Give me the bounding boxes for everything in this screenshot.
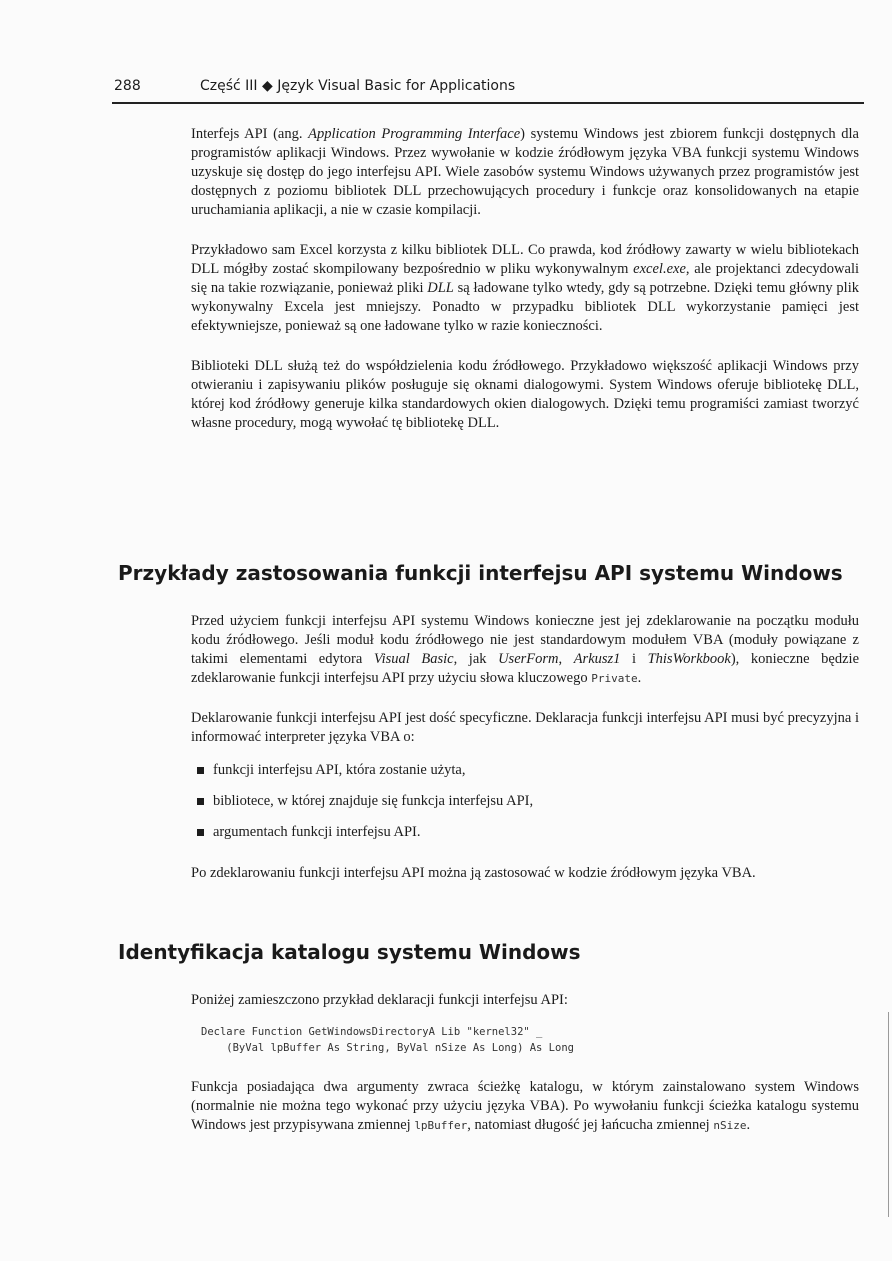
- code-block: [201, 1024, 859, 1056]
- list-item: funkcji interfejsu API, która zostanie użyta,: [191, 761, 859, 780]
- code-line: (ByVal lpBuffer As String, ByVal nSize As Long) As Long: [201, 1042, 574, 1054]
- list-item: bibliotece, w której znajduje się funkcja interfejsu API,: [191, 792, 859, 811]
- intro-paragraph-3: Biblioteki DLL służą też do współdzielenia kodu źródłowego. Przykładowo większość aplikacji Windows przy otwieraniu i zapisywaniu plików posługuje się oknami dialogowymi. System Windows oferuje bibliotekę DLL, której kod źródłowy generuje kilka standardowych okien dialogowych. Dzięki temu programiści zamiast tworzyć własne procedury, mogą wywołać tę bibliotekę DLL.: [191, 358, 859, 431]
- windows-directory-section: [191, 991, 859, 1156]
- api-examples-paragraph-1: Przed użyciem funkcji interfejsu API systemu Windows konieczne jest jej zdeklarowanie na początku modułu kodu źródłowego. Jeśli moduł kodu źródłowego nie jest standardowym modułem VBA (moduły powiązane z takimi elementami edytora Visual Basic, jak UserForm, Arkusz1 i ThisWorkbook), konieczne będzie zdeklarowanie funkcji interfejsu API przy użyciu słowa kluczowego Private.: [191, 613, 860, 686]
- section-heading-windows-directory: Identyfikacja katalogu systemu Windows: [118, 940, 581, 964]
- declaration-requirements-list: [191, 761, 859, 842]
- section-heading-api-examples: Przykłady zastosowania funkcji interfejsu API systemu Windows: [118, 561, 843, 585]
- page-header: [112, 76, 864, 104]
- intro-paragraph-2: Przykładowo sam Excel korzysta z kilku bibliotek DLL. Co prawda, kod źródłowy zawarty w wielu bibliotekach DLL mógłby zostać skompilowany bezpośrednio w pliku wykonywalnym excel.exe, ale projektanci zdecydowali się na takie rozwiązanie, ponieważ pliki DLL są ładowane tylko wtedy, gdy są potrzebne. Dzięki temu główny plik wykonywalny Excela jest mniejszy. Ponadto w przypadku bibliotek DLL wykorzystanie pamięci jest efektywniejsze, ponieważ są one ładowane tylko w razie konieczności.: [191, 242, 859, 334]
- bullet-square-icon: [197, 829, 204, 836]
- page-number: 288: [114, 78, 141, 94]
- list-item: argumentach funkcji interfejsu API.: [191, 823, 859, 842]
- intro-paragraph-1: Interfejs API (ang. Application Programming Interface) systemu Windows jest zbiorem funkcji dostępnych dla programistów aplikacji Windows. Przez wywołanie w kodzie źródłowym języka VBA funkcji systemu Windows uzyskuje się dostęp do jego interfejsu API. Wiele zasobów systemu Windows używanych przez programistów jest dostępnych z poziomu bibliotek DLL przechowujących procedury i funkcje oraz konsolidowanych na etapie uruchamiania aplikacji, a nie w czasie kompilacji.: [191, 126, 859, 218]
- bullet-square-icon: [197, 767, 204, 774]
- running-title: Część III ◆ Język Visual Basic for Applications: [200, 78, 516, 94]
- windows-directory-paragraph-1: Poniżej zamieszczono przykład deklaracji funkcji interfejsu API:: [191, 992, 568, 1008]
- windows-directory-paragraph-2: Funkcja posiadająca dwa argumenty zwraca ścieżkę katalogu, w którym zainstalowano system Windows (normalnie nie można tego wykonać przy użyciu języka VBA). Po wywołaniu funkcji ścieżka katalogu systemu Windows jest przypisywana zmiennej lpBuffer, natomiast długość jej łańcucha zmiennej nSize.: [191, 1079, 859, 1133]
- intro-section: [191, 125, 859, 454]
- bullet-square-icon: [197, 798, 204, 805]
- api-examples-section: [191, 612, 859, 904]
- api-examples-paragraph-2: Deklarowanie funkcji interfejsu API jest dość specyficzne. Deklaracja funkcji interfejsu API musi być precyzyjna i informować interpreter języka VBA o:: [191, 710, 859, 745]
- api-examples-paragraph-3: Po zdeklarowaniu funkcji interfejsu API można ją zastosować w kodzie źródłowym języka VBA.: [191, 865, 756, 881]
- code-line: Declare Function GetWindowsDirectoryA Lib "kernel32" _: [201, 1026, 543, 1038]
- page-edge-divider: [888, 1012, 889, 1217]
